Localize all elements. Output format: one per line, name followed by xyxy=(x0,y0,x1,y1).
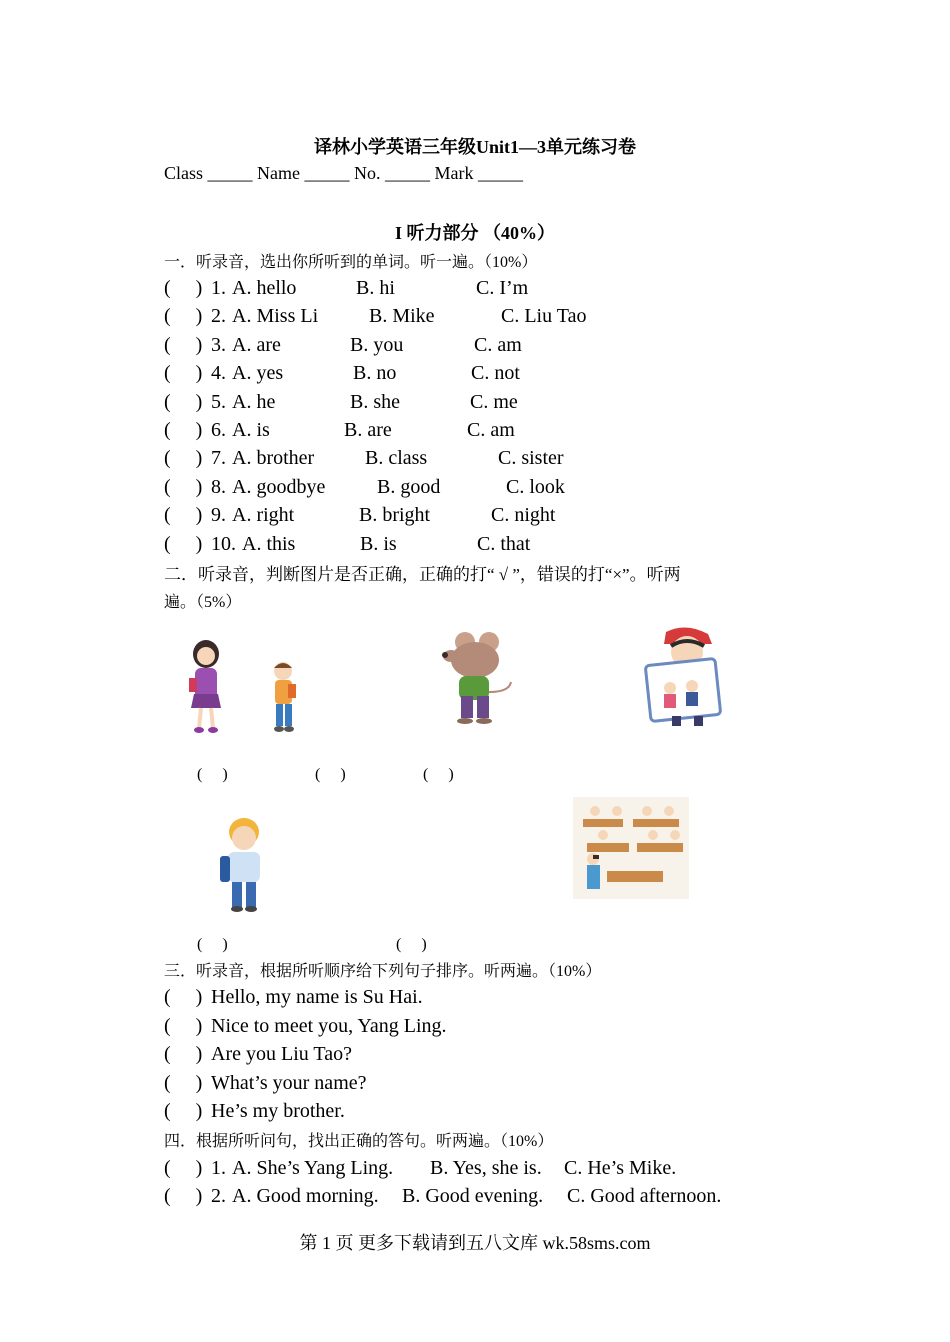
answer-paren: ( ) xyxy=(164,305,203,327)
q2-answer-paren-1: ( ) xyxy=(197,766,228,783)
option-b: B. is xyxy=(360,533,397,555)
answer-paren: ( ) xyxy=(164,1100,203,1122)
option-b: B. no xyxy=(353,362,397,384)
answer-paren: ( ) xyxy=(164,533,203,555)
q2-instruction-line2: 遍。（5%） xyxy=(164,594,242,611)
page-title: 译林小学英语三年级Unit1—3单元练习卷 xyxy=(313,137,636,157)
option-b: B. bright xyxy=(359,504,431,526)
item-number: 8. xyxy=(211,476,226,498)
option-c: C. night xyxy=(491,504,556,526)
q2-answer-paren-5: ( ) xyxy=(396,936,427,953)
option-a: A. this xyxy=(242,533,296,555)
sentence: Are you Liu Tao? xyxy=(211,1043,352,1065)
boy-holding-photo-picture xyxy=(638,626,734,728)
item-number: 7. xyxy=(211,447,226,469)
option-b: B. Mike xyxy=(369,305,435,327)
answer-paren: ( ) xyxy=(164,447,203,469)
mouse-picture xyxy=(437,630,517,726)
option-a: A. he xyxy=(232,391,276,413)
option-a: A. hello xyxy=(232,277,297,299)
page-footer: 第 1 页 更多下载请到五八文库 wk.58sms.com xyxy=(299,1233,651,1253)
q2-answer-paren-3: ( ) xyxy=(423,766,454,783)
answer-paren: ( ) xyxy=(164,362,203,384)
option-c: C. Good afternoon. xyxy=(567,1185,722,1207)
girl-and-boy-picture xyxy=(186,636,304,736)
answer-paren: ( ) xyxy=(164,391,203,413)
option-c: C. sister xyxy=(498,447,564,469)
item-number: 9. xyxy=(211,504,226,526)
answer-paren: ( ) xyxy=(164,1043,203,1065)
option-c: C. am xyxy=(467,419,515,441)
option-b: B. class xyxy=(365,447,428,469)
option-c: C. that xyxy=(477,533,531,555)
option-a: A. Miss Li xyxy=(232,305,319,327)
answer-paren: ( ) xyxy=(164,986,203,1008)
boy-with-backpack-picture xyxy=(216,816,274,912)
item-number: 2. xyxy=(211,1185,226,1207)
option-a: A. goodbye xyxy=(232,476,326,498)
item-number: 5. xyxy=(211,391,226,413)
option-c: C. not xyxy=(471,362,520,384)
item-number: 6. xyxy=(211,419,226,441)
option-c: C. He’s Mike. xyxy=(564,1157,677,1179)
classroom-picture xyxy=(573,797,689,899)
sentence: Nice to meet you, Yang Ling. xyxy=(211,1015,447,1037)
option-b: B. good xyxy=(377,476,441,498)
option-a: A. She’s Yang Ling. xyxy=(232,1157,394,1179)
answer-paren: ( ) xyxy=(164,1185,203,1207)
item-number: 10. xyxy=(211,533,236,555)
item-number: 3. xyxy=(211,334,226,356)
option-a: A. are xyxy=(232,334,281,356)
answer-paren: ( ) xyxy=(164,334,203,356)
q2-instruction-line1: 二．听录音，判断图片是否正确，正确的打“ √ ”，错误的打“×”。听两 xyxy=(164,565,681,584)
q3-instruction: 三．听录音，根据所听顺序给下列句子排序。听两遍。（10%） xyxy=(164,963,602,980)
option-b: B. are xyxy=(344,419,392,441)
q4-instruction: 四．根据所听问句，找出正确的答句。听两遍。（10%） xyxy=(164,1133,554,1150)
section-title: I 听力部分 （40%） xyxy=(394,223,555,243)
option-a: A. yes xyxy=(232,362,284,384)
sentence: He’s my brother. xyxy=(211,1100,345,1122)
item-number: 4. xyxy=(211,362,226,384)
option-c: C. am xyxy=(474,334,522,356)
answer-paren: ( ) xyxy=(164,419,203,441)
option-b: B. you xyxy=(350,334,404,356)
option-c: C. me xyxy=(470,391,518,413)
sentence: Hello, my name is Su Hai. xyxy=(211,986,423,1008)
answer-paren: ( ) xyxy=(164,1072,203,1094)
option-b: B. Good evening. xyxy=(402,1185,544,1207)
q1-instruction: 一．听录音，选出你所听到的单词。听一遍。（10%） xyxy=(164,254,538,271)
student-info-line: Class _____ Name _____ No. _____ Mark _____ xyxy=(164,163,523,183)
answer-paren: ( ) xyxy=(164,277,203,299)
option-a: A. is xyxy=(232,419,270,441)
answer-paren: ( ) xyxy=(164,476,203,498)
option-b: B. she xyxy=(350,391,400,413)
option-a: A. right xyxy=(232,504,295,526)
item-number: 2. xyxy=(211,305,226,327)
option-c: C. I’m xyxy=(476,277,529,299)
option-a: A. brother xyxy=(232,447,315,469)
option-b: B. hi xyxy=(356,277,395,299)
sentence: What’s your name? xyxy=(211,1072,367,1094)
option-c: C. look xyxy=(506,476,565,498)
answer-paren: ( ) xyxy=(164,504,203,526)
option-b: B. Yes, she is. xyxy=(430,1157,542,1179)
q2-answer-paren-4: ( ) xyxy=(197,936,228,953)
q2-answer-paren-2: ( ) xyxy=(315,766,346,783)
answer-paren: ( ) xyxy=(164,1015,203,1037)
item-number: 1. xyxy=(211,277,226,299)
option-a: A. Good morning. xyxy=(232,1185,379,1207)
item-number: 1. xyxy=(211,1157,226,1179)
answer-paren: ( ) xyxy=(164,1157,203,1179)
option-c: C. Liu Tao xyxy=(501,305,587,327)
